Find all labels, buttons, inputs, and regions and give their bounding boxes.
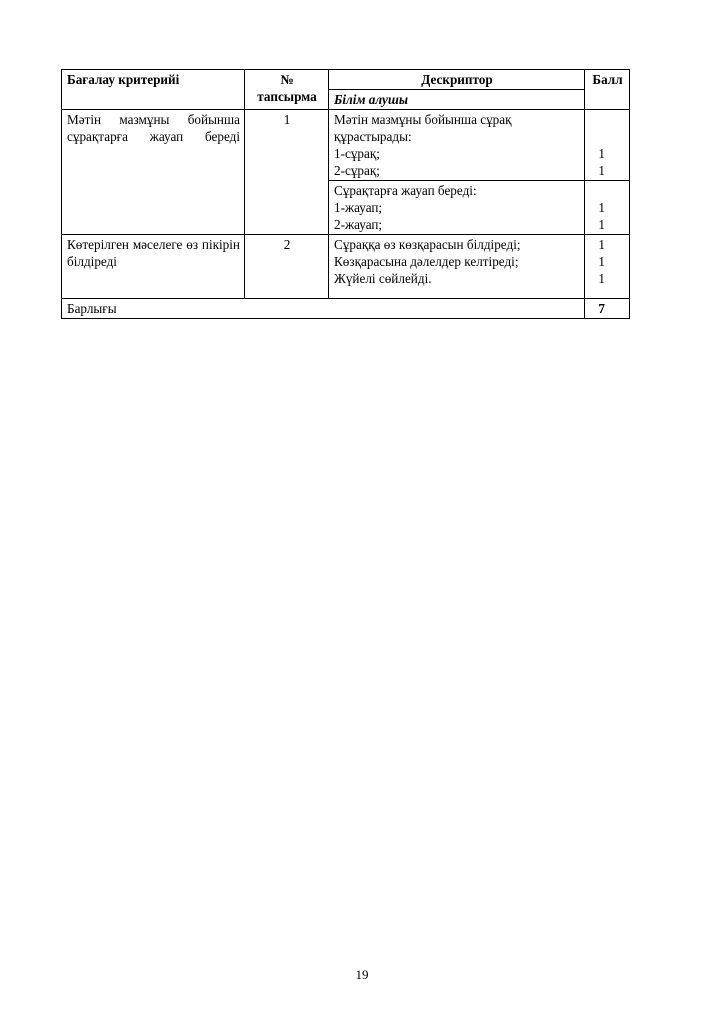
score-value — [590, 182, 605, 199]
descriptor-cell — [329, 235, 585, 299]
descriptor-line: 1-жауап; — [334, 200, 383, 215]
table-header-row — [62, 70, 630, 90]
total-label: Барлығы — [62, 299, 585, 319]
descriptor-line: құрастырады: — [334, 129, 412, 144]
score-value: 1 — [598, 163, 605, 178]
descriptor-line: Көзқарасына дәлелдер келтіреді; — [334, 254, 519, 269]
task-number-cell: 1 — [245, 110, 329, 235]
score-cell — [585, 181, 630, 235]
score-value: 1 — [598, 237, 605, 252]
descriptor-line: Мәтін мазмұны бойынша сұрақ — [334, 112, 512, 127]
descriptor-line: Сұрақтарға жауап береді: — [334, 183, 477, 198]
score-value: 1 — [598, 254, 605, 269]
descriptor-cell — [329, 110, 585, 181]
criteria-cell: Мәтін мазмұны бойынша сұрақтарға жауап береді — [62, 110, 245, 235]
page-number: 19 — [355, 967, 369, 982]
header-descriptor-subject: Білім алушы — [329, 90, 585, 110]
total-row — [62, 299, 630, 319]
descriptor-cell — [329, 181, 585, 235]
header-criteria: Бағалау критерийі — [62, 70, 245, 110]
score-cell — [585, 235, 630, 299]
score-cell — [585, 110, 630, 181]
task-number-cell: 2 — [245, 235, 329, 299]
header-descriptor: Дескриптор — [329, 70, 585, 90]
descriptor-line: 1-сұрақ; — [334, 146, 380, 161]
descriptor-line: Жүйелі сөйлейді. — [334, 271, 432, 286]
total-value: 7 — [585, 299, 630, 319]
descriptor-line: Сұраққа өз көзқарасын білдіреді; — [334, 237, 521, 252]
criteria-cell: Көтерілген мәселеге өз пікірін білдіреді — [62, 235, 245, 299]
assessment-rubric-table — [61, 69, 630, 319]
descriptor-line: 2-жауап; — [334, 217, 383, 232]
score-value — [590, 128, 605, 145]
score-value: 1 — [598, 200, 605, 215]
header-task-number-symbol: № — [280, 72, 294, 87]
score-value: 1 — [598, 146, 605, 161]
table-row — [62, 110, 630, 181]
score-value: 1 — [598, 271, 605, 286]
header-task-number-label: тапсырма — [257, 89, 317, 104]
table-row — [62, 235, 630, 299]
header-score: Балл — [585, 70, 630, 110]
header-task-number — [245, 70, 329, 110]
score-value: 1 — [598, 217, 605, 232]
descriptor-line: 2-сұрақ; — [334, 163, 380, 178]
score-value — [590, 111, 605, 128]
